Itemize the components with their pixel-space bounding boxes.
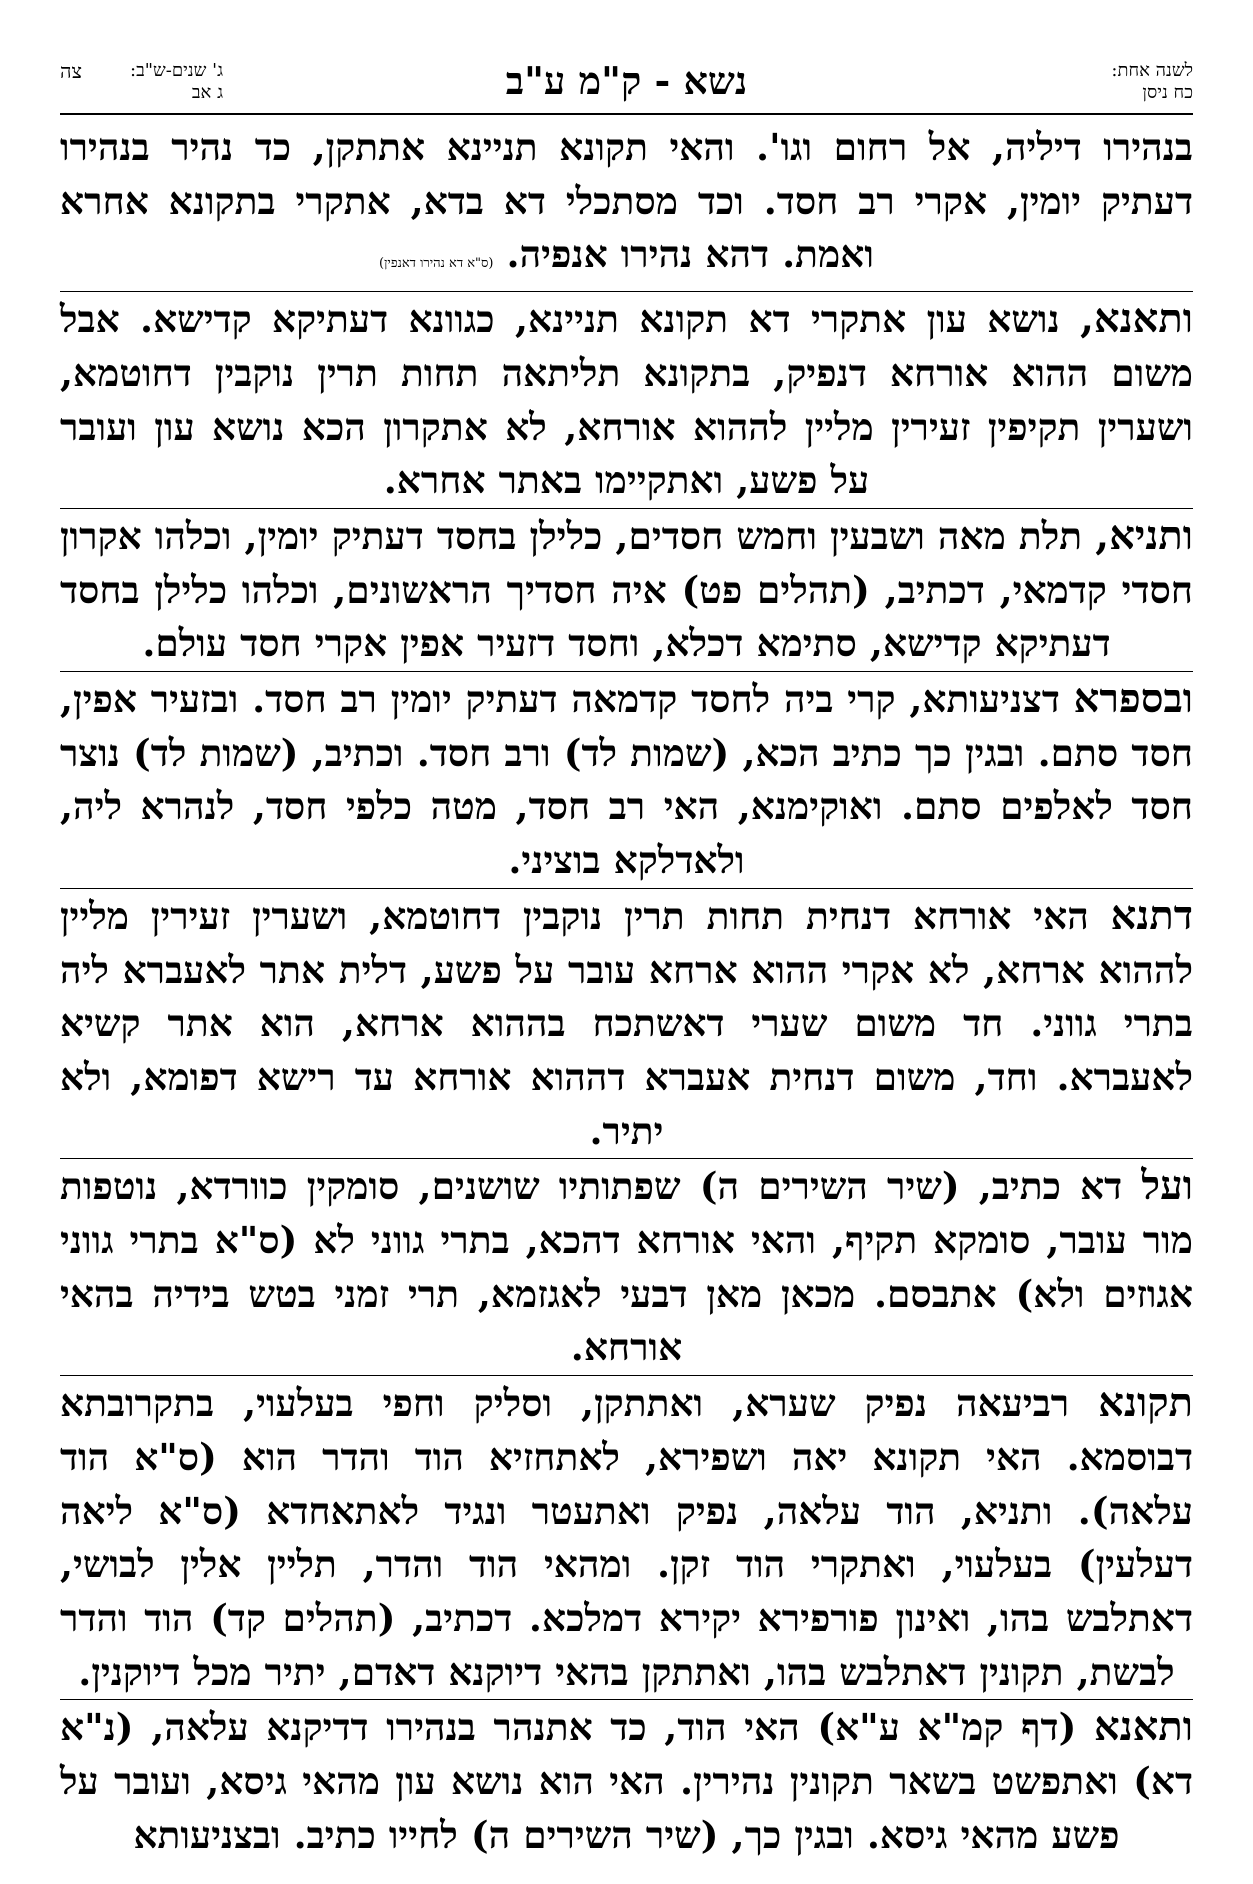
header-divider xyxy=(60,113,1193,115)
paragraph xyxy=(60,1375,1193,1699)
page-title: נשא - ק"מ ע"ב xyxy=(505,58,748,103)
paragraph-lead-word: ובספרא xyxy=(1073,675,1193,723)
paragraph-lead-word: ותאנא, xyxy=(1080,295,1193,343)
main-text xyxy=(60,120,1193,1863)
paragraph-lead-word: תקונא xyxy=(1098,1379,1193,1427)
paragraph xyxy=(60,1158,1193,1375)
running-header xyxy=(60,56,1193,108)
schedule-label-one-year: לשנה אחת: xyxy=(1111,60,1193,81)
paragraph xyxy=(60,888,1193,1159)
paragraph-lead-word: ותניא, xyxy=(1095,511,1194,559)
paragraph-text: (דף קמ"א ע"א) האי הוד, כד אתנהר בנהירו דדיקנא עלאה, (נ"א דא) ואתפשט בשאר תקונין נהירין. האי הוא נושא עון מהאי גיסא, ועובר על פשע מהאי גיסא. ובגין כך, (שיר השירים ה) לחייו כתיב. ובצניעותא xyxy=(60,1705,1193,1857)
paragraph-lead-word: ותאנא xyxy=(1093,1703,1193,1751)
paragraph-text: רביעאה נפיק שערא, ואתתקן, וסליק וחפי בעלעוי, בתקרובתא דבוסמא. האי תקונא יאה ושפירא, לאתחזיא הוד והדר הוא (ס"א הוד עלאה). ותניא, הוד עלאה, נפיק ואתעטר ונגיד לאתאחדא (ס"א ליאה דעלעין) בעלעוי, ואתקרי הוד זקן. ומהאי הוד והדר, תליין אלין לבושי, דאתלבש בהו, ואינון פורפירא יקירא דמלכא. דכתיב, (תהלים קד) הוד והדר לבשת, תקונין דאתלבש בהו, ואתתקן בהאי דיוקנא דאדם, יתיר מכל דיוקנין. xyxy=(60,1381,1193,1694)
variant-note: (ס"א דא נהירו דאנפין) xyxy=(379,256,494,272)
paragraph-text: דצניעותא, קרי ביה לחסד קדמאה דעתיק יומין רב חסד. ובזעיר אפין, חסד סתם. ובגין כך כתיב הכא, (שמות לד) ורב חסד. וכתיב, (שמות לד) נוצר חסד לאלפים סתם. ואוקימנא, האי רב חסד, מטה כלפי חסד, לנהרא ליה, ולאדלקא בוציני. xyxy=(60,677,1193,883)
page-number: צה xyxy=(60,59,82,83)
paragraph-lead-word: ועל xyxy=(1141,1162,1194,1210)
paragraph xyxy=(60,291,1193,508)
schedule-label-three-years: ג' שנים-ש"ב: xyxy=(130,60,224,81)
schedule-date-one-year: כח ניסן xyxy=(1142,82,1193,103)
schedule-date-three-years: ג אב xyxy=(191,82,224,103)
paragraph-lead-word: דתנא xyxy=(1110,891,1193,939)
paragraph xyxy=(60,120,1193,291)
paragraph xyxy=(60,671,1193,888)
paragraph-text: דא כתיב, (שיר השירים ה) שפתותיו שושנים, סומקין כוורדא, נוטפות מור עובר, סומקא תקיף, והאי אורחא דהכא, בתרי גווני לא (ס"א בתרי גווני אגוזים ולא) אתבסם. מכאן מאן דבעי לאגזמא, תרי זמני בטש בידיה בהאי אורחא. xyxy=(60,1164,1193,1370)
paragraph-text: האי אורחא דנחית תחות תרין נוקבין דחוטמא, ושערין זעירין מליין לההוא ארחא, לא אקרי ההוא ארחא עובר על פשע, דלית אתר לאעברא ליה בתרי גווני. חד משום שערי דאשתכח בההוא ארחא, הוא אתר קשיא לאעברא. וחד, משום דנחית אעברא דההוא אורחא עד רישא דפומא, ולא יתיר. xyxy=(60,893,1193,1153)
paragraph xyxy=(60,508,1193,671)
paragraph-text: נושא עון אתקרי דא תקונא תניינא, כגוונא דעתיקא קדישא. אבל משום ההוא אורחא דנפיק, בתקונא תליתאה תחות תרין נוקבין דחוטמא, ושערין תקיפין זעירין מליין לההוא אורחא, לא אתקרון הכא נושא עון ועובר על פשע, ואתקיימו באתר אחרא. xyxy=(60,297,1193,503)
study-schedule-three-years xyxy=(130,60,223,104)
paragraph-text: תלת מאה ושבעין וחמש חסדים, כלילן בחסד דעתיק יומין, וכלהו אקרון חסדי קדמאי, דכתיב, (תהלים פט) איה חסדיך הראשונים, וכלהו כלילן בחסד דעתיקא קדישא, סתימא דכלא, וחסד דזעיר אפין אקרי חסד עולם. xyxy=(60,513,1193,666)
paragraph xyxy=(60,1699,1193,1862)
paragraph-text: בנהירו דיליה, אל רחום וגו'. והאי תקונא תניינא אתתקן, כד נהיר בנהירו דעתיק יומין, אקרי רב חסד. וכד מסתכלי דא בדא, אתקרי בתקונא אחרא ואמת. דהא נהירו אנפיה. xyxy=(60,125,1193,277)
